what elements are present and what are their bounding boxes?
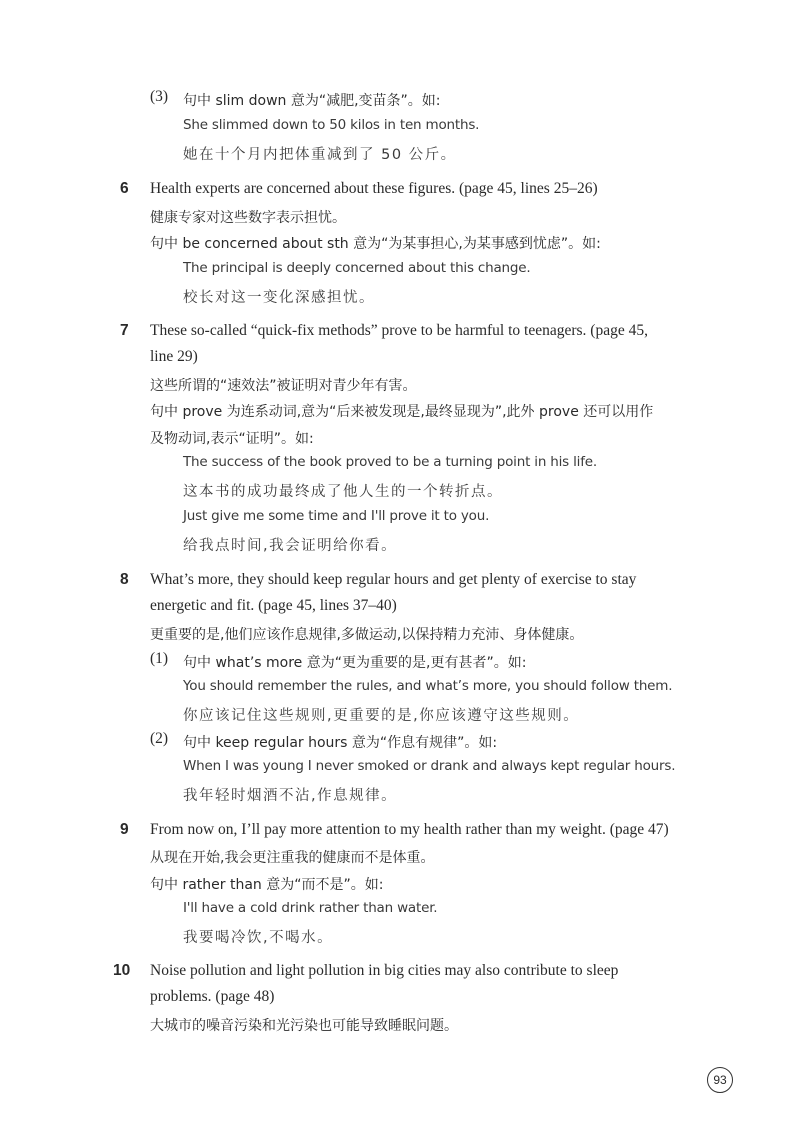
translation-text: 健康专家对这些数字表示担忧。 — [150, 210, 346, 226]
source-sentence-cont: problems. (page 48) — [150, 988, 275, 1005]
source-sentence: These so-called “quick-fix methods” prove to be harmful to teenagers. (page 45, — [150, 322, 648, 339]
explanation-text: 句中 slim down 意为“减肥,变苗条”。如: — [183, 93, 441, 109]
explanation-text: 句中 rather than 意为“而不是”。如: — [150, 877, 384, 893]
source-sentence: Noise pollution and light pollution in big cities may also contribute to sleep — [150, 962, 619, 979]
item-number: 8 — [120, 571, 129, 588]
item-number: 9 — [120, 821, 129, 838]
translation-text: 更重要的是,他们应该作息规律,多做运动,以保持精力充沛、身体健康。 — [150, 627, 584, 643]
item-number: 7 — [120, 322, 129, 339]
explanation-text: 句中 be concerned about sth 意为“为某事担心,为某事感到忧虑”。如: — [150, 236, 601, 252]
example-translation: 给我点时间,我会证明给你看。 — [183, 538, 398, 554]
sub-item-label: (1) — [150, 650, 169, 667]
sub-item-label: (3) — [150, 88, 169, 105]
translation-text: 这些所谓的“速效法”被证明对青少年有害。 — [150, 378, 417, 394]
page-number: 93 — [707, 1067, 733, 1093]
source-sentence-cont: line 29) — [150, 348, 198, 365]
example-translation: 我要喝冷饮,不喝水。 — [183, 930, 334, 946]
translation-text: 大城市的噪音污染和光污染也可能导致睡眠问题。 — [150, 1018, 458, 1034]
source-sentence-cont: energetic and fit. (page 45, lines 37–40) — [150, 597, 397, 614]
example-translation: 她在十个月内把体重减到了 50 公斤。 — [183, 147, 457, 163]
explanation-text: 句中 what’s more 意为“更为重要的是,更有甚者”。如: — [183, 655, 527, 671]
example-sentence: The success of the book proved to be a turning point in his life. — [183, 454, 597, 470]
example-translation: 校长对这一变化深感担忧。 — [183, 290, 375, 306]
example-sentence: I'll have a cold drink rather than water. — [183, 900, 438, 916]
example-sentence: The principal is deeply concerned about this change. — [183, 260, 531, 276]
source-sentence: What’s more, they should keep regular hours and get plenty of exercise to stay — [150, 571, 637, 588]
example-sentence: When I was young I never smoked or drank and always kept regular hours. — [183, 758, 676, 774]
example-translation: 你应该记住这些规则,更重要的是,你应该遵守这些规则。 — [183, 708, 580, 724]
explanation-text: 句中 prove 为连系动词,意为“后来被发现是,最终显现为”,此外 prove 还可以用作 — [150, 404, 654, 420]
example-sentence: Just give me some time and I'll prove it to you. — [183, 508, 490, 524]
explanation-text-cont: 及物动词,表示“证明”。如: — [150, 431, 314, 447]
translation-text: 从现在开始,我会更注重我的健康而不是体重。 — [150, 850, 435, 866]
item-number: 6 — [120, 180, 129, 197]
source-sentence: From now on, I’ll pay more attention to my health rather than my weight. (page 47) — [150, 821, 669, 838]
explanation-text: 句中 keep regular hours 意为“作息有规律”。如: — [183, 735, 498, 751]
example-translation: 这本书的成功最终成了他人生的一个转折点。 — [183, 484, 503, 500]
source-sentence: Health experts are concerned about these figures. (page 45, lines 25–26) — [150, 180, 598, 197]
example-translation: 我年轻时烟酒不沾,作息规律。 — [183, 788, 398, 804]
example-sentence: She slimmed down to 50 kilos in ten months. — [183, 117, 480, 133]
sub-item-label: (2) — [150, 730, 169, 747]
item-number: 10 — [113, 962, 131, 979]
example-sentence: You should remember the rules, and what’s more, you should follow them. — [183, 678, 673, 694]
